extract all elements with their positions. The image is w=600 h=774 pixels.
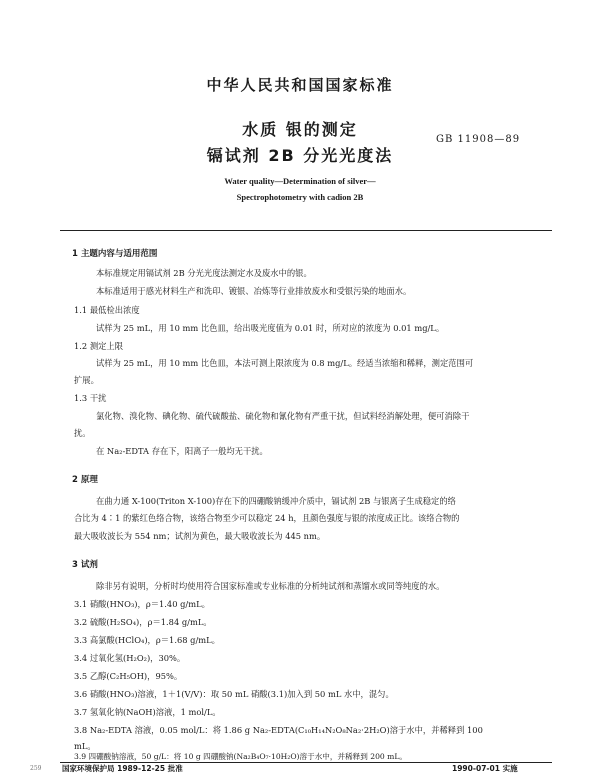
approval-date: 国家环境保护局 1989-12-25 批准: [62, 764, 183, 773]
section-1-3-text: 氯化物、溴化物、碘化物、硫代硫酸盐、硫化物和氰化物有严重干扰，但试料经消解处理，便可消除干: [96, 411, 470, 421]
section-2-line-2: 合比为 4∶1 的紫红色络合物，该络合物至少可以稳定 24 h，且颜色强度与银的浓度成正比。该络合物的: [74, 513, 460, 523]
section-1-2-title: 1.2 测定上限: [74, 341, 124, 351]
reagent-3-9: 3.9 四硼酸钠溶液，50 g/L：将 10 g 四硼酸钠(Na₂B₄O₇·10H₂O)溶于水中，并稀释到 200 mL。: [74, 752, 408, 761]
reagent-3-2: 3.2 硫酸(H₂SO₄)，ρ＝1.84 g/mL。: [74, 617, 212, 627]
reagent-3-5: 3.5 乙醇(C₂H₅OH)，95%。: [74, 671, 183, 681]
reagent-3-4: 3.4 过氧化氢(H₂O₂)，30%。: [74, 653, 186, 663]
section-3-heading: 3 试剂: [72, 560, 98, 570]
section-1-2-text: 试样为 25 mL，用 10 mm 比色皿，本法可测上限浓度为 0.8 mg/L。经适当浓缩和稀释，测定范围可: [96, 358, 474, 368]
section-2-line-1: 在曲力通 X-100(Triton X-100)存在下的四硼酸钠缓冲介质中，镉试剂 2B 与银离子生成稳定的络: [96, 496, 456, 506]
title-line-1: 水质 银的测定: [242, 120, 358, 139]
standard-code: GB 11908—89: [436, 134, 521, 145]
page-number: 259: [30, 765, 42, 772]
reagent-3-1: 3.1 硝酸(HNO₃)，ρ＝1.40 g/mL。: [74, 599, 210, 609]
section-1-3-text-2: 在 Na₂-EDTA 存在下，阳离子一般均无干扰。: [96, 446, 268, 456]
standard-type: 中华人民共和国国家标准: [206, 76, 394, 94]
section-1-2-text-cont: 扩展。: [74, 375, 99, 385]
reagent-3-8-cont: mL。: [74, 741, 96, 751]
section-1-heading: 1 主题内容与适用范围: [72, 249, 158, 259]
reagent-3-8: 3.8 Na₂-EDTA 溶液，0.05 mol/L：将 1.86 g Na₂-EDTA(C₁₀H₁₄N₂O₈Na₂·2H₂O)溶于水中，并稀释到 100: [74, 725, 483, 735]
english-title-line-2: Spectrophotometry with cadion 2B: [236, 192, 364, 202]
section-2-line-3: 最大吸收波长为 554 nm；试剂为黄色，最大吸收波长为 445 nm。: [74, 531, 326, 541]
implementation-date: 1990-07-01 实施: [452, 764, 518, 773]
section-1-1-title: 1.1 最低检出浓度: [74, 305, 140, 315]
english-title-line-1: Water quality—Determination of silver—: [224, 176, 376, 186]
title-line-2: 镉试剂 2B 分光光度法: [206, 146, 394, 165]
section-1-3-title: 1.3 干扰: [74, 393, 107, 403]
reagent-3-6: 3.6 硝酸(HNO₃)溶液，1＋1(V/V)：取 50 mL 硝酸(3.1)加入到 50 mL 水中，混匀。: [74, 689, 394, 699]
section-1-paragraph-1: 本标准规定用镉试剂 2B 分光光度法测定水及废水中的银。: [96, 268, 312, 278]
section-1-1-text: 试样为 25 mL，用 10 mm 比色皿，给出吸光度值为 0.01 时，所对应的浓度为 0.01 mg/L。: [96, 323, 445, 333]
reagent-3-3: 3.3 高氯酸(HClO₄)，ρ＝1.68 g/mL。: [74, 635, 220, 645]
section-1-3-text-cont: 扰。: [74, 428, 91, 438]
header-rule: [60, 230, 552, 231]
section-2-heading: 2 原理: [72, 475, 98, 485]
reagent-3-7: 3.7 氢氧化钠(NaOH)溶液，1 mol/L。: [74, 707, 221, 717]
section-1-paragraph-2: 本标准适用于感光材料生产和洗印、镀银、冶炼等行业排放废水和受银污染的地面水。: [96, 286, 412, 296]
section-3-intro: 除非另有说明，分析时均使用符合国家标准或专业标准的分析纯试剂和蒸馏水或同等纯度的水。: [96, 581, 445, 591]
